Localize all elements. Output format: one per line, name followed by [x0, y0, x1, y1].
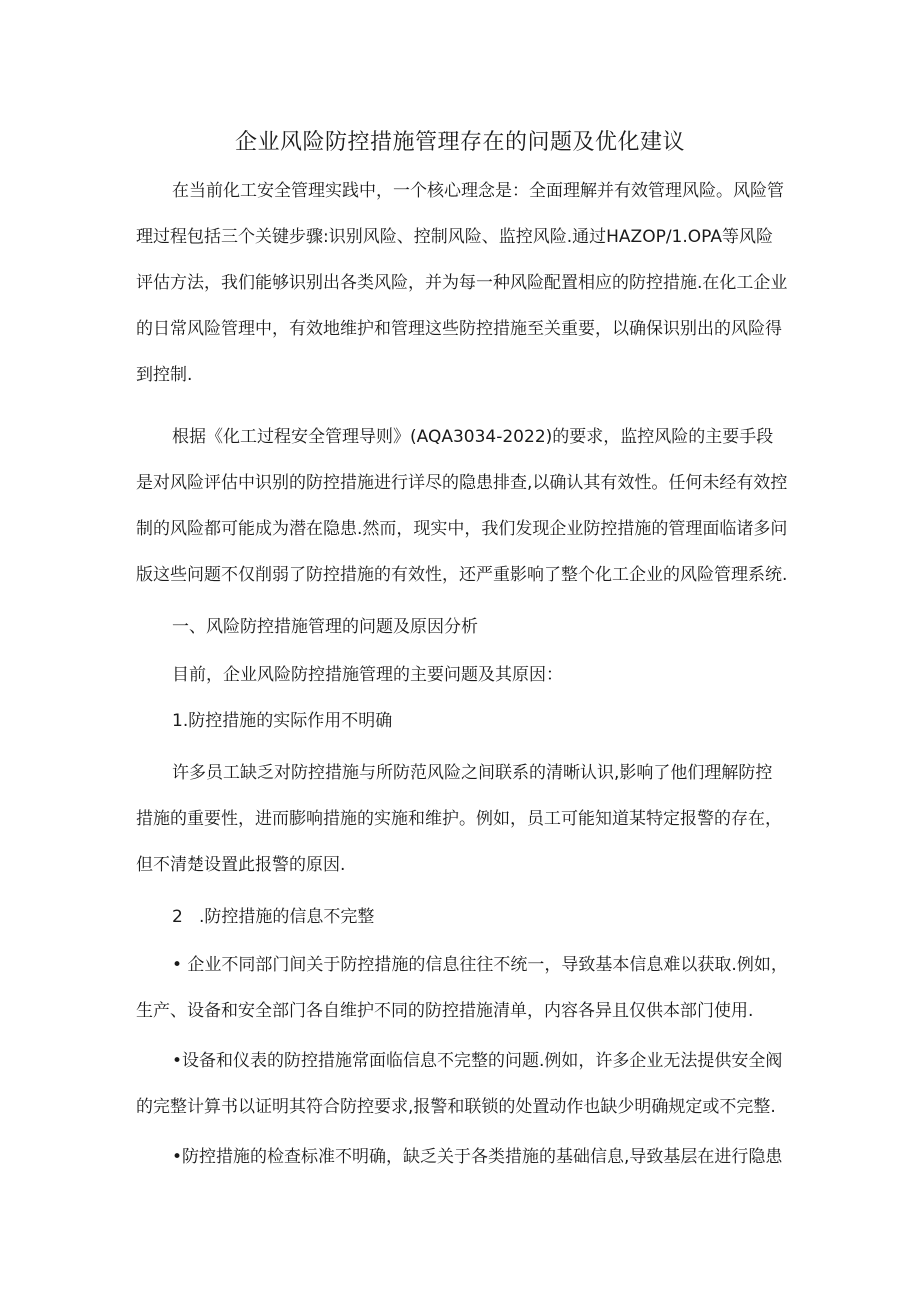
paragraph-line: 根据《化工过程安全管理导则》(AQA3034-2022)的要求，监控风险的主要手段 — [172, 427, 774, 447]
paragraph-line: 的完整计算书以证明其符合防控要求,报警和联锁的处置动作也缺少明确规定或不完整. — [136, 1097, 776, 1117]
paragraph-line: 目前，企业风险防控措施管理的主要问题及其原因： — [172, 665, 563, 685]
bullet-line: •防控措施的检查标准不明确，缺乏关于各类措施的基础信息,导致基层在进行隐患 — [172, 1147, 783, 1167]
subsection-heading: 2 .防控措施的信息不完整 — [172, 907, 375, 927]
subsection-heading: 1.防控措施的实际作用不明确 — [172, 711, 393, 731]
paragraph-line: 理过程包括三个关键步骤:识别风险、控制风险、监控风险.通过HAZOP/1.OPA等风险 — [136, 227, 773, 247]
paragraph-line: 制的风险都可能成为潜在隐患.然而，现实中，我们发现企业防控措施的管理面临诸多问 — [136, 519, 788, 539]
paragraph-line: 是对风险评估中识别的防控措施进行详尽的隐患排查,以确认其有效性。任何未经有效控 — [136, 473, 788, 493]
paragraph-line: 但不清楚设置此报警的原因. — [136, 855, 346, 875]
paragraph-line: 的日常风险管理中，有效地维护和管理这些防控措施至关重要，以确保识别出的风险得 — [136, 319, 782, 339]
paragraph-line: 措施的重要性，进而膨响措施的实施和维护。例如，员工可能知道某特定报警的存在， — [136, 809, 782, 829]
bullet-line: • 企业不同部门间关于防控措施的信息往往不统一，导致基本信息难以获取.例如， — [172, 955, 788, 975]
paragraph-line: 到控制. — [136, 365, 193, 385]
paragraph-line: 生产、设备和安全部门各自维护不同的防控措施清单，内容各异且仅供本部门使用. — [136, 1001, 754, 1021]
paragraph-line: 在当前化工安全管理实践中，一个核心理念是：全面理解并有效管理风险。风险管 — [172, 181, 784, 201]
bullet-line: •设备和仪表的防控措施常面临信息不完整的问题.例如，许多企业无法提供安全阀 — [172, 1051, 783, 1071]
section-heading: 一、风险防控措施管理的问题及原因分析 — [172, 617, 478, 637]
paragraph-line: 许多员工缺乏对防控措施与所防范风险之间联系的清晰认识,影响了他们理解防控 — [172, 763, 773, 783]
paragraph-line: 版这些问题不仅削弱了防控措施的有效性，还严重影响了整个化工企业的风险管理系统. — [136, 565, 788, 585]
paragraph-line: 评估方法，我们能够识别出各类风险，并为每一种风险配置相应的防控措施.在化工企业 — [136, 273, 788, 293]
document-title: 企业风险防控措施管理存在的问题及优化建议 — [234, 130, 685, 155]
